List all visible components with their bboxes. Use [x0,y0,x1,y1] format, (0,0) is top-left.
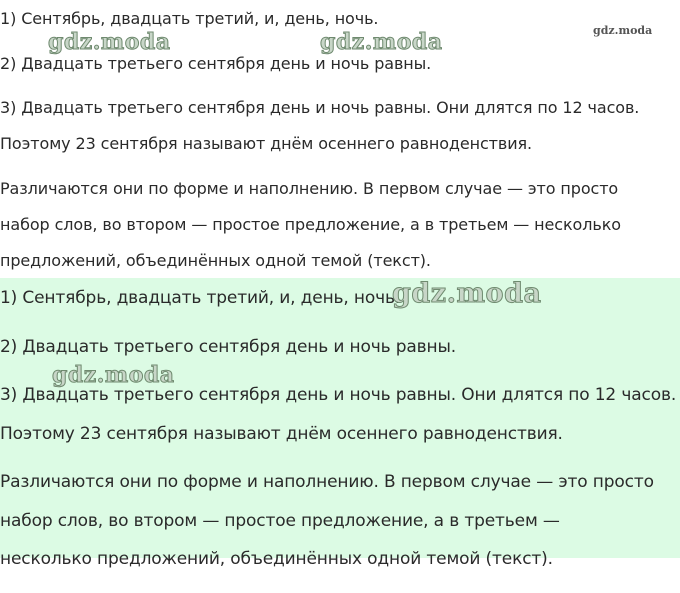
answer-line-4: Поэтому 23 сентября называют днём осеннего равноденствия. [0,424,563,444]
answer-line-1: 1) Сентябрь, двадцать третий, и, день, ночь. [0,9,379,28]
watermark-logo: gdz.moda [52,362,175,388]
answer-line-1: 1) Сентябрь, двадцать третий, и, день, ночь. [0,288,401,308]
watermark-logo: gdz.moda [320,29,443,55]
answer-line-6: набор слов, во втором — простое предложение, а в третьем — [0,511,560,531]
answer-line-4: Поэтому 23 сентября называют днём осеннего равноденствия. [0,134,533,153]
answer-line-2: 2) Двадцать третьего сентября день и ночь равны. [0,54,432,73]
answer-line-5: Различаются они по форме и наполнению. В первом случае — это просто [0,472,654,492]
watermark-logo: gdz.moda [48,29,171,55]
watermark-logo: gdz.moda [392,278,542,309]
answer-line-3: 3) Двадцать третьего сентября день и ночь равны. Они длятся по 12 часов. [0,98,640,117]
answer-line-7: несколько предложений, объединённых одной темой (текст). [0,549,553,569]
answer-line-7: предложений, объединённых одной темой (текст). [0,251,431,270]
answer-line-3: 3) Двадцать третьего сентября день и ночь равны. Они длятся по 12 часов. [0,385,677,405]
answer-line-2: 2) Двадцать третьего сентября день и ночь равны. [0,337,457,357]
watermark-logo: gdz.moda [593,24,653,37]
answer-line-6: набор слов, во втором — простое предложение, а в третьем — несколько [0,215,621,234]
answer-block-2 [0,278,680,569]
answer-line-5: Различаются они по форме и наполнению. В первом случае — это просто [0,179,619,198]
